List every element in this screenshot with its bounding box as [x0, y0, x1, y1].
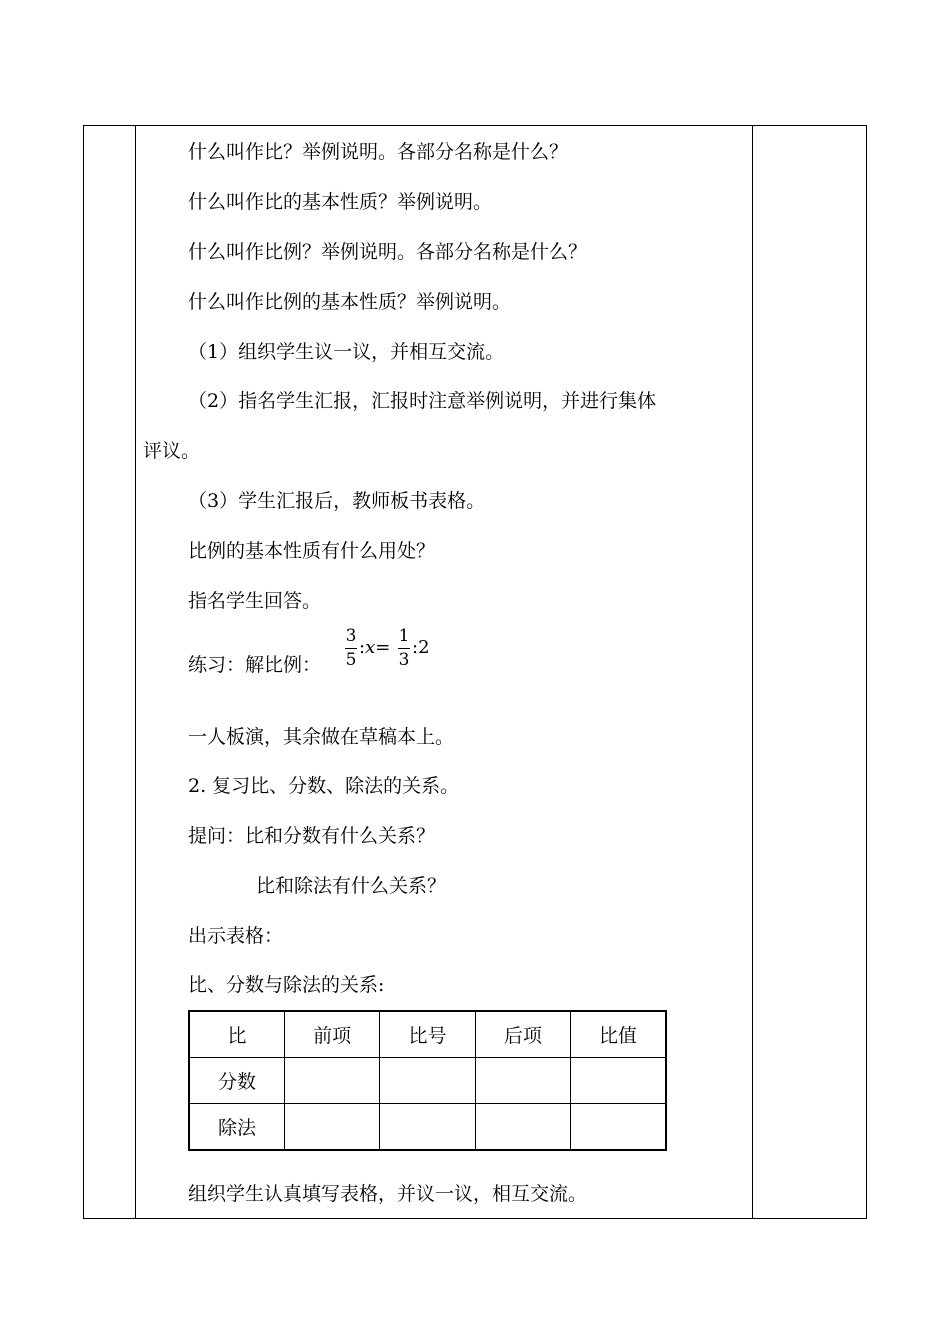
step-1: （1）组织学生议一议，并相互交流。 [188, 341, 505, 363]
fraction-1-denominator: 5 [345, 650, 357, 670]
table-header-cell: 后项 [475, 1011, 570, 1058]
question-proportion: 什么叫作比例？举例说明。各部分名称是什么？ [188, 241, 588, 263]
table-cell [475, 1104, 570, 1151]
exercise-label: 练习：解比例： [188, 654, 322, 676]
table-cell [475, 1058, 570, 1104]
equation-middle: :x= [359, 637, 391, 658]
question-ratio: 什么叫作比？举例说明。各部分名称是什么？ [188, 141, 569, 163]
review-heading: 2. 复习比、分数、除法的关系。 [188, 775, 460, 797]
fraction-1-numerator: 3 [345, 626, 357, 646]
table-cell [571, 1058, 666, 1104]
equation-variable: x [365, 637, 376, 658]
table-header-cell: 比值 [571, 1011, 666, 1058]
table-header-cell: 比 [189, 1011, 284, 1058]
closing-instruction: 组织学生认真填写表格，并议一议，相互交流。 [188, 1183, 588, 1205]
show-table: 出示表格： [188, 925, 284, 947]
left-column-divider [135, 126, 136, 1218]
table-row-label: 分数 [189, 1058, 284, 1104]
table-header-cell: 前项 [284, 1011, 379, 1058]
question-proportion-property: 什么叫作比例的基本性质？举例说明。 [188, 291, 512, 313]
question-fraction: 提问：比和分数有什么关系？ [188, 825, 436, 847]
table-cell [284, 1058, 379, 1104]
table-cell [571, 1104, 666, 1151]
table-header-cell: 比号 [380, 1011, 475, 1058]
question-ratio-property: 什么叫作比的基本性质？举例说明。 [188, 191, 493, 213]
table-row [189, 1058, 666, 1104]
table-header-row [189, 1011, 666, 1058]
step-2: （2）指名学生汇报，汇报时注意举例说明，并进行集体 [188, 390, 657, 412]
relation-table [188, 1010, 667, 1151]
answer-instruction: 指名学生回答。 [188, 590, 322, 612]
fraction-2-bar [398, 648, 410, 649]
step-3: （3）学生汇报后，教师板书表格。 [188, 490, 486, 512]
table-row [189, 1104, 666, 1151]
right-column-divider [752, 126, 753, 1218]
table-cell [380, 1104, 475, 1151]
question-usage: 比例的基本性质有什么用处？ [188, 540, 436, 562]
fraction-2-numerator: 1 [398, 626, 410, 646]
equation-tail: :2 [412, 637, 430, 658]
table-row-label: 除法 [189, 1104, 284, 1151]
board-demo: 一人板演，其余做在草稿本上。 [188, 726, 455, 748]
table-cell [380, 1058, 475, 1104]
question-division: 比和除法有什么关系？ [256, 875, 447, 897]
step-2-continued: 评议。 [143, 440, 201, 462]
fraction-1-bar [345, 648, 357, 649]
fraction-2-denominator: 3 [398, 650, 410, 670]
table-caption: 比、分数与除法的关系: [188, 974, 385, 996]
table-cell [284, 1104, 379, 1151]
